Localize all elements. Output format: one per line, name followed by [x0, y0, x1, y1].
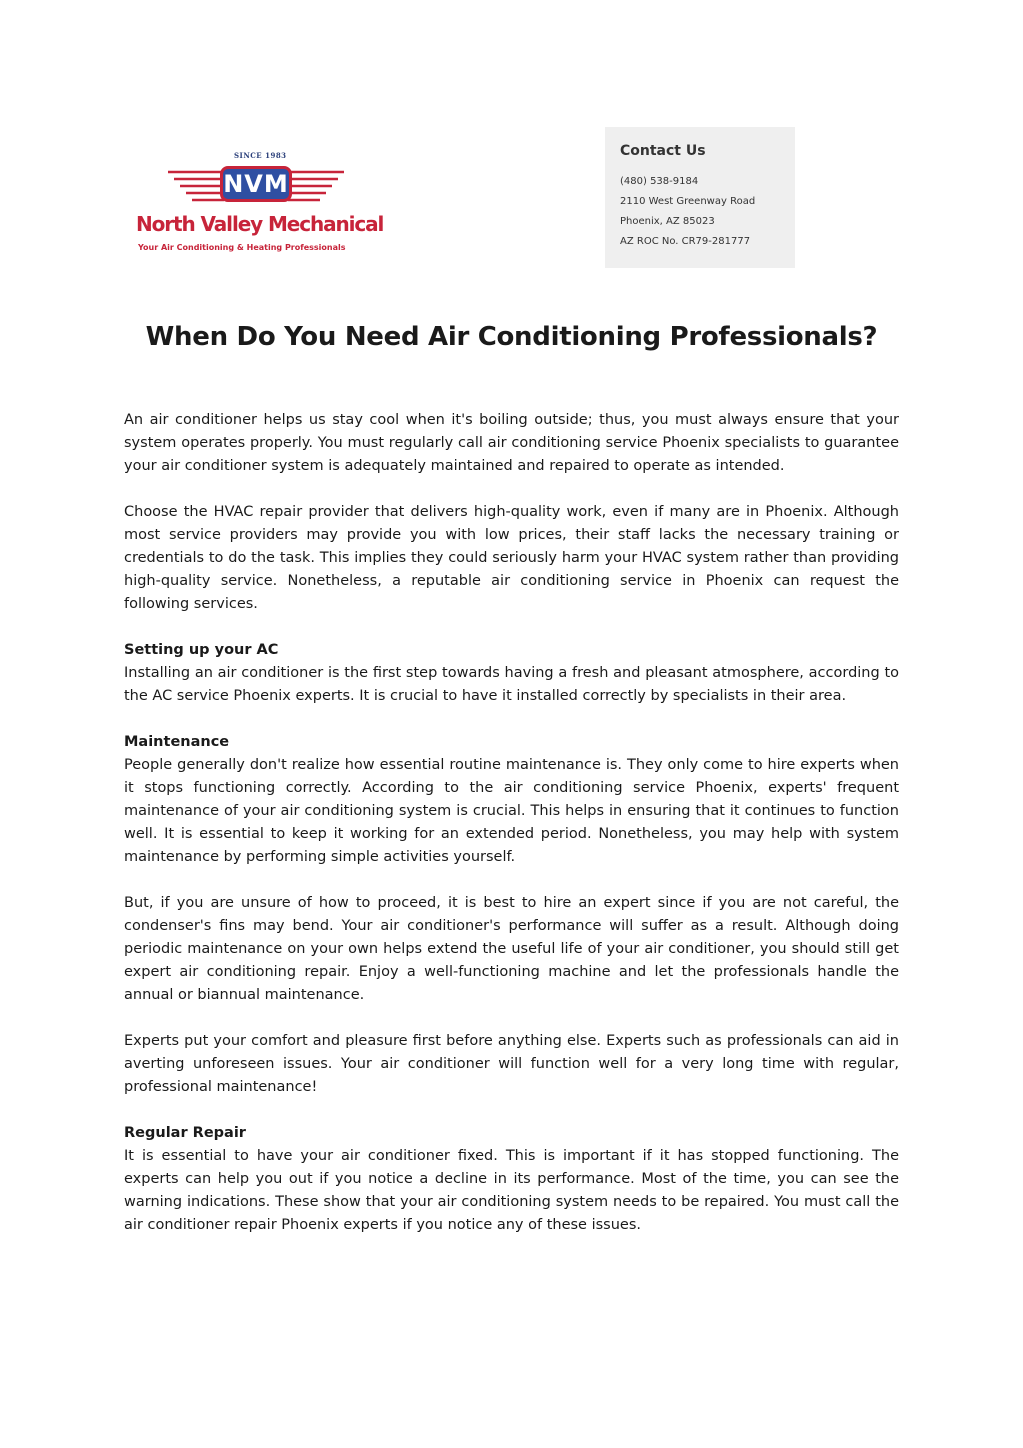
- section-maintenance: [124, 731, 899, 869]
- logo-badge: NVM: [220, 166, 292, 202]
- contact-license: AZ ROC No. CR79-281777: [620, 236, 751, 247]
- logo-since-text: SINCE 1983: [234, 151, 287, 160]
- contact-street: 2110 West Greenway Road: [620, 196, 756, 207]
- logo-tagline: Your Air Conditioning & Heating Professionals: [138, 243, 346, 252]
- page-title: When Do You Need Air Conditioning Professionals?: [145, 322, 878, 352]
- section-heading-repair: Regular Repair: [124, 1125, 246, 1141]
- section-heading-maintenance: Maintenance: [124, 734, 230, 750]
- article-body: [124, 409, 899, 1260]
- section-heading-setup: Setting up your AC: [124, 642, 279, 658]
- contact-card: [605, 127, 795, 268]
- section-repair: [124, 1122, 899, 1237]
- intro-paragraph: An air conditioner helps us stay cool when it's boiling outside; thus, you must always ensure that your system operates properly. You must regularly call air conditioning service Phoenix specialists to guarantee your air conditioner system is adequately maintained and repaired to operate as intended.: [124, 412, 899, 474]
- section-text-maintenance: People generally don't realize how essential routine maintenance is. They only come to hire experts when it stops functioning correctly. According to the air conditioning service Phoenix, experts' frequent maintenance of your air conditioning system is crucial. This helps in ensuring that it continues to function well. It is essential to keep it working for an extended period. Nonetheless, you may help with system maintenance by performing simple activities yourself.: [124, 757, 899, 865]
- logo-company-name: North Valley Mechanical: [136, 212, 384, 236]
- section-setup: [124, 639, 899, 708]
- provider-paragraph: Choose the HVAC repair provider that delivers high-quality work, even if many are in Phoenix. Although most service providers may provide you with low prices, their staff lacks the necessary training or credentials to do the task. This implies they could seriously harm your HVAC system rather than providing high-quality service. Nonetheless, a reputable air conditioning service in Phoenix can request the following services.: [124, 504, 899, 612]
- contact-title: Contact Us: [620, 143, 706, 159]
- contact-phone: (480) 538-9184: [620, 176, 699, 187]
- company-logo: [136, 148, 384, 263]
- section-text-repair: It is essential to have your air conditioner fixed. This is important if it has stopped functioning. The experts can help you out if you notice a decline in its performance. Most of the time, you can see the warning indications. These show that your air conditioning system needs to be repaired. You must call the air conditioner repair Phoenix experts if you notice any of these issues.: [124, 1148, 899, 1233]
- section-text-setup: Installing an air conditioner is the first step towards having a fresh and pleasant atmosphere, according to the AC service Phoenix experts. It is crucial to have it installed correctly by specialists in their area.: [124, 665, 899, 704]
- expert-paragraph: But, if you are unsure of how to proceed, it is best to hire an expert since if you are not careful, the condenser's fins may bend. Your air conditioner's performance will suffer as a result. Although doing periodic maintenance on your own helps extend the useful life of your air conditioner, you should still get expert air conditioning repair. Enjoy a well-functioning machine and let the professionals handle the annual or biannual maintenance.: [124, 895, 899, 1003]
- comfort-paragraph: Experts put your comfort and pleasure first before anything else. Experts such as professionals can aid in averting unforeseen issues. Your air conditioner will function well for a very long time with regular, professional maintenance!: [124, 1033, 899, 1095]
- contact-city: Phoenix, AZ 85023: [620, 216, 715, 227]
